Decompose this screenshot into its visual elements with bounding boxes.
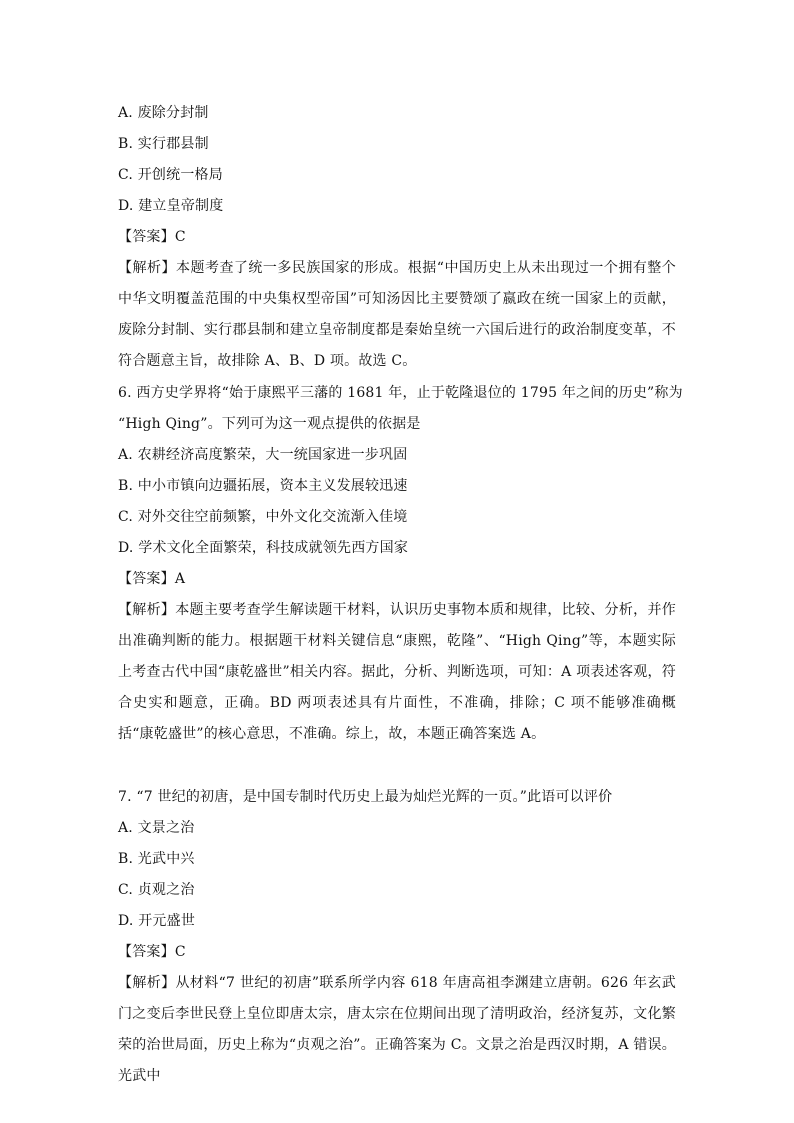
q7-option-c: C. 贞观之治 [118,882,195,898]
q5-option-a: A. 废除分封制 [118,105,209,121]
answer-value: A [174,571,186,587]
q5-option-d: D. 建立皇帝制度 [118,198,224,214]
q5-option-c: C. 开创统一格局 [118,167,223,183]
q6-analysis [118,595,676,750]
analysis-text: 本题主要考查学生解读题干材料，认识历史事物本质和规律，比较、分析，并作出准确判断的能力。根据题干材料关键信息“康熙，乾隆”、“High Qing”等，本题实际上考查古代中国“康乾盛世”相关内容。据此，分析、判断选项，可知：A 项表述客观，符合史实和题意，正确。BD 两项表述具有片面性，不准确，排除；C 项不能够准确概括“康乾盛世”的核心意思，不准确。综上，故，本题正确答案选 A。 [118,602,676,742]
analysis-label: 【解析】 [118,602,176,618]
q6-answer [118,569,678,589]
q7-answer [118,942,678,962]
analysis-label: 【解析】 [118,975,176,991]
answer-value: C [174,229,186,245]
q6-option-c: C. 对外交往空前频繁，中外文化交流渐入佳境 [118,509,408,525]
q7-analysis [118,968,676,1092]
answer-label: 【答案】 [118,229,175,245]
q6-option-b: B. 中小市镇向边疆拓展，资本主义发展较迅速 [118,478,408,494]
analysis-text: 从材料“7 世纪的初唐”联系所学内容 618 年唐高祖李渊建立唐朝。626 年玄武门之变后李世民登上皇位即唐太宗，唐太宗在位期间出现了清明政治，经济复苏，文化繁荣的治世局面，历史上称为“贞观之治”。正确答案为 C。文景之治是西汉时期，A 错误。光武中 [118,975,676,1084]
q7-stem: 7. “7 世纪的初唐，是中国专制时代历史上最为灿烂光辉的一页。”此语可以评价 [118,789,613,805]
q7-option-d: D. 开元盛世 [118,913,196,929]
answer-label: 【答案】 [118,944,175,960]
q6-stem-line1: 6. 西方史学界将“始于康熙平三藩的 1681 年，止于乾隆退位的 1795 年之间的历史”称为 [118,385,683,401]
q5-answer [118,227,678,247]
answer-label: 【答案】 [118,571,175,587]
q5-analysis [118,253,676,377]
analysis-label: 【解析】 [118,260,176,276]
q5-option-b: B. 实行郡县制 [118,136,209,152]
q6-option-d: D. 学术文化全面繁荣，科技成就领先西方国家 [118,540,409,556]
q7-option-a: A. 文景之治 [118,820,195,836]
analysis-text: 本题考查了统一多民族国家的形成。根据“中国历史上从未出现过一个拥有整个中华文明覆盖范围的中央集权型帝国”可知汤因比主要赞颂了嬴政在统一国家上的贡献，废除分封制、实行郡县制和建立皇帝制度都是秦始皇统一六国后进行的政治制度变革，不符合题意主旨，故排除 A、B、D 项。故选 C。 [118,260,676,369]
q7-option-b: B. 光武中兴 [118,851,195,867]
q6-stem-line2: “High Qing”。下列可为这一观点提供的依据是 [118,416,421,432]
q6-option-a: A. 农耕经济高度繁荣，大一统国家进一步巩固 [118,447,408,463]
answer-value: C [174,944,186,960]
